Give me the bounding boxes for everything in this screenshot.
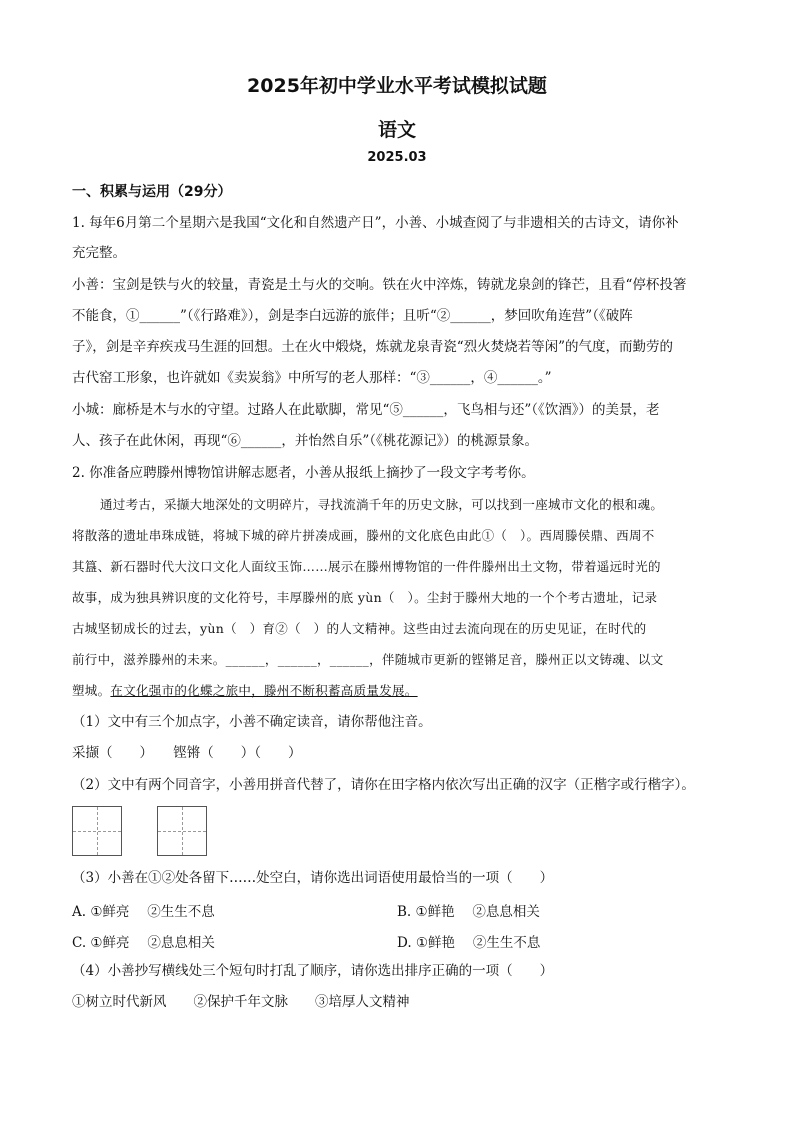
exam-title: 2025年初中学业水平考试模拟试题 — [247, 75, 547, 97]
q2-sub2: （2）文中有两个同音字，小善用拼音代替了，请你在田字格内依次写出正确的汉字（正楷字或行楷字）。 — [72, 777, 695, 793]
q1-line-7: 小城：廊桥是木与水的守望。过路人在此歇脚，常见“⑤______，飞鸟相与还”（《饮酒》）的美景，老 — [72, 402, 660, 418]
q1-line-5: 子》，剑是辛弃疾戎马生涯的回想。土在火中煅烧，炼就龙泉青瓷“烈火焚烧若等闲”的气度，而勤劳的 — [72, 339, 674, 355]
passage-line-4: 故事，成为独具辨识度的文化符号，丰厚滕州的底 yùn（ ）。尘封于滕州大地的一个个考古遗址，记录 — [72, 590, 658, 605]
q2-sub1-answer: 采撷（ ） 铿锵（ ）（ ） — [72, 745, 302, 761]
q2-sub3: （3）小善在①②处各留下……处空白，请你选出词语使用最恰当的一项（ ） — [72, 870, 554, 886]
q1-line-4: 不能食，①______”（《行路难》），剑是李白远游的旅伴；且听“②______，梦回吹角连营”（《破阵 — [72, 308, 633, 324]
q2-intro: 2. 你准备应聘滕州博物馆讲解志愿者，小善从报纸上摘抄了一段文字考考你。 — [72, 465, 535, 481]
passage-line-6: 前行中，滋养滕州的未来。______，______，______，伴随城市更新的铿锵足音，滕州正以文铸魂、以文 — [72, 652, 664, 667]
q1-line-3: 小善：宝剑是铁与火的较量，青瓷是土与火的交响。铁在火中淬炼，铸就龙泉剑的锋芒，且看“停杯投箸 — [72, 277, 687, 293]
q1-line-1: 1. 每年6月第二个星期六是我国“文化和自然遗产日”，小善、小城查阅了与非遗相关的古诗文，请你补 — [72, 215, 679, 231]
passage-line-3: 其簋、新石器时代大汶口文化人面纹玉饰……展示在滕州博物馆的一件件滕州出土文物，带着遥远时光的 — [72, 559, 661, 574]
passage-line-7-plain: 塑城。 — [72, 683, 111, 698]
section-heading: 一、积累与运用（29分） — [72, 184, 232, 200]
q1-line-6: 古代窑工形象，也许就如《卖炭翁》中所写的老人那样：“③______，④______。” — [72, 370, 552, 386]
passage-line-7 — [72, 682, 418, 700]
tianzige-box-2[interactable] — [157, 806, 207, 856]
option-d: D. ①鲜艳 ②生生不息 — [397, 935, 541, 951]
q1-line-8: 人、孩子在此休闲，再现“⑥______，并怡然自乐”（《桃花源记》）的桃源景象。 — [72, 433, 539, 449]
q2-sub4: （4）小善抄写横线处三个短句时打乱了顺序，请你选出排序正确的一项（ ） — [72, 963, 554, 979]
exam-date: 2025.03 — [367, 150, 427, 165]
passage-underlined-sentence: 在文化强市的化蝶之旅中，滕州不断积蓄高质量发展。 — [110, 683, 418, 698]
passage-line-1: 通过考古，采撷大地深处的文明碎片，寻找流淌千年的历史文脉，可以找到一座城市文化的根和魂。 — [100, 497, 664, 512]
tianzige-box-1[interactable] — [72, 806, 122, 856]
q1-line-2: 充完整。 — [72, 245, 126, 261]
q2-sub1: （1）文中有三个加点字，小善不确定读音，请你帮他注音。 — [72, 714, 432, 730]
option-c: C. ①鲜亮 ②息息相关 — [72, 935, 215, 951]
passage-line-2: 将散落的遗址串珠成链，将城下城的碎片拼凑成画，滕州的文化底色由此①（ ）。西周滕侯鼎、西周不 — [72, 528, 655, 543]
q2-sub4-items: ①树立时代新风 ②保护千年文脉 ③培厚人文精神 — [72, 994, 410, 1010]
passage-line-5: 古城坚韧成长的过去，yùn（ ）育②（ ）的人文精神。这些由过去流向现在的历史见证，在时代的 — [72, 621, 647, 636]
option-b: B. ①鲜艳 ②息息相关 — [397, 904, 540, 920]
option-a: A. ①鲜亮 ②生生不息 — [72, 904, 215, 920]
subject-title: 语文 — [377, 119, 416, 141]
